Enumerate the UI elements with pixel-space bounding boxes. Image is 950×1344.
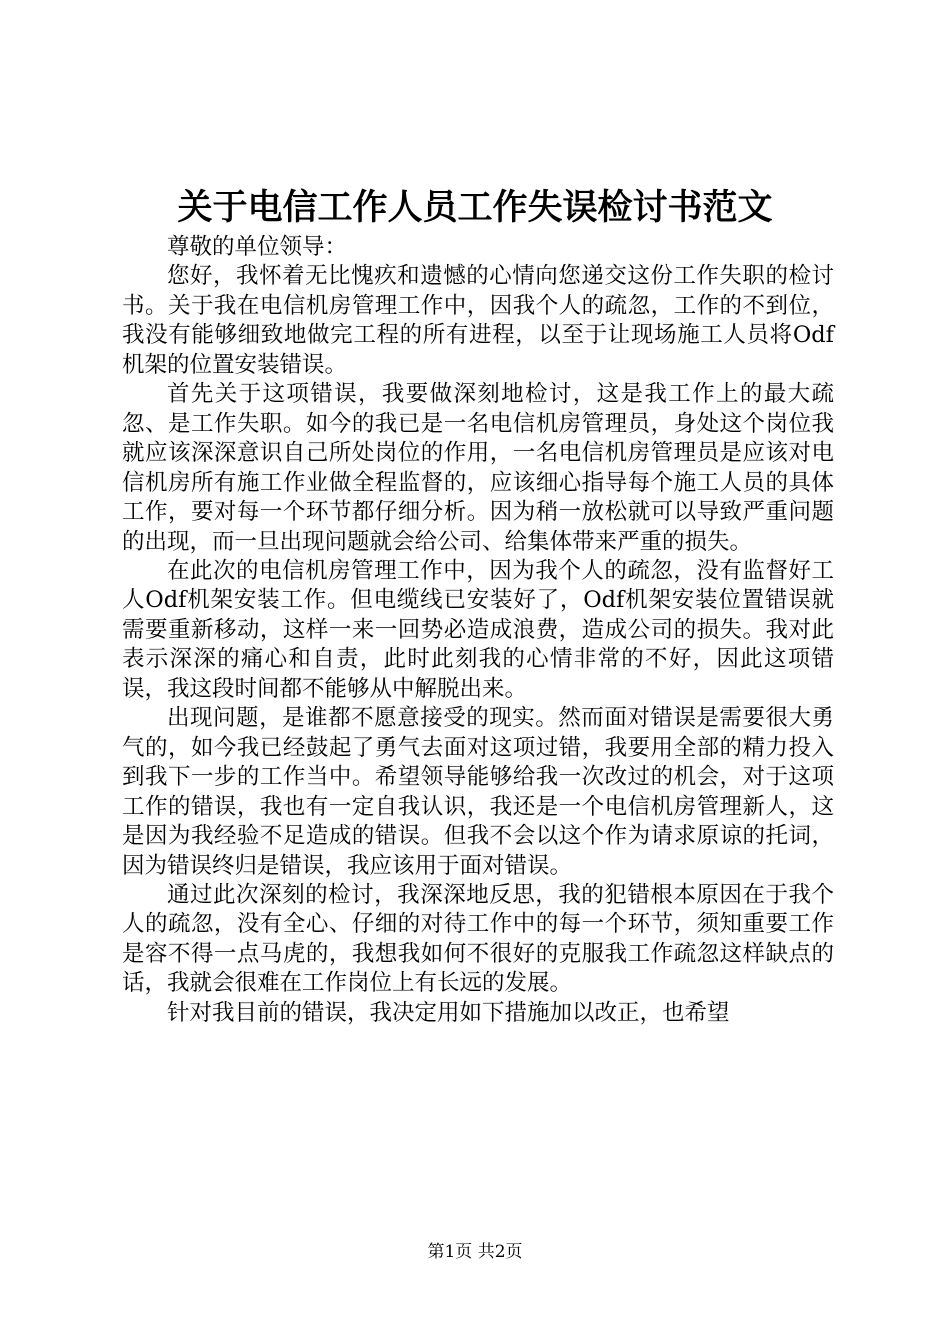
page-footer: 第1页 共2页 xyxy=(427,1242,523,1262)
paragraph-3: 在此次的电信机房管理工作中，因为我个人的疏忽，没有监督好工人Odf机架安装工作。但电缆线已安装好了，Odf机架安装位置错误就需要重新移动，这样一来一回势必造成浪费，造成公司的损失。我对此表示深深的痛心和自责，此时此刻我的心情非常的不好，因此这项错误，我这段时间都不能够从中解脱出来。 xyxy=(122,557,834,702)
paragraph-2: 首先关于这项错误，我要做深刻地检讨，这是我工作上的最大疏忽、是工作失职。如今的我已是一名电信机房管理员，身处这个岗位我就应该深深意识自己所处岗位的作用，一名电信机房管理员是应该对电信机房所有施工作业做全程监督的，应该细心指导每个施工人员的具体工作，要对每一个环节都仔细分析。因为稍一放松就可以导致严重问题的出现，而一旦出现问题就会给公司、给集体带来严重的损失。 xyxy=(122,381,834,555)
paragraph-5: 通过此次深刻的检讨，我深深地反思，我的犯错根本原因在于我个人的疏忽，没有全心、仔细的对待工作中的每一个环节，须知重要工作是容不得一点马虎的，我想我如何不很好的克服我工作疏忽这样缺点的话，我就会很难在工作岗位上有长远的发展。 xyxy=(122,881,834,997)
document-body xyxy=(122,233,834,1028)
paragraph-1: 您好，我怀着无比愧疚和遗憾的心情向您递交这份工作失职的检讨书。关于我在电信机房管理工作中，因我个人的疏忽，工作的不到位，我没有能够细致地做完工程的所有进程，以至于让现场施工人员将Odf机架的位置安装错误。 xyxy=(122,263,834,378)
salutation: 尊敬的单位领导： xyxy=(167,234,348,260)
document-title: 关于电信工作人员工作失误检讨书范文 xyxy=(177,187,773,228)
paragraph-6: 针对我目前的错误，我决定用如下措施加以改正，也希望 xyxy=(167,999,730,1026)
paragraph-4: 出现问题，是谁都不愿意接受的现实。然而面对错误是需要很大勇气的，如今我已经鼓起了勇气去面对这项过错，我要用全部的精力投入到我下一步的工作当中。希望领导能够给我一次改过的机会，对于这项工作的错误，我也有一定自我认识，我还是一个电信机房管理新人，这是因为我经验不足造成的错误。但我不会以这个作为请求原谅的托词，因为错误终归是错误，我应该用于面对错误。 xyxy=(122,705,834,879)
